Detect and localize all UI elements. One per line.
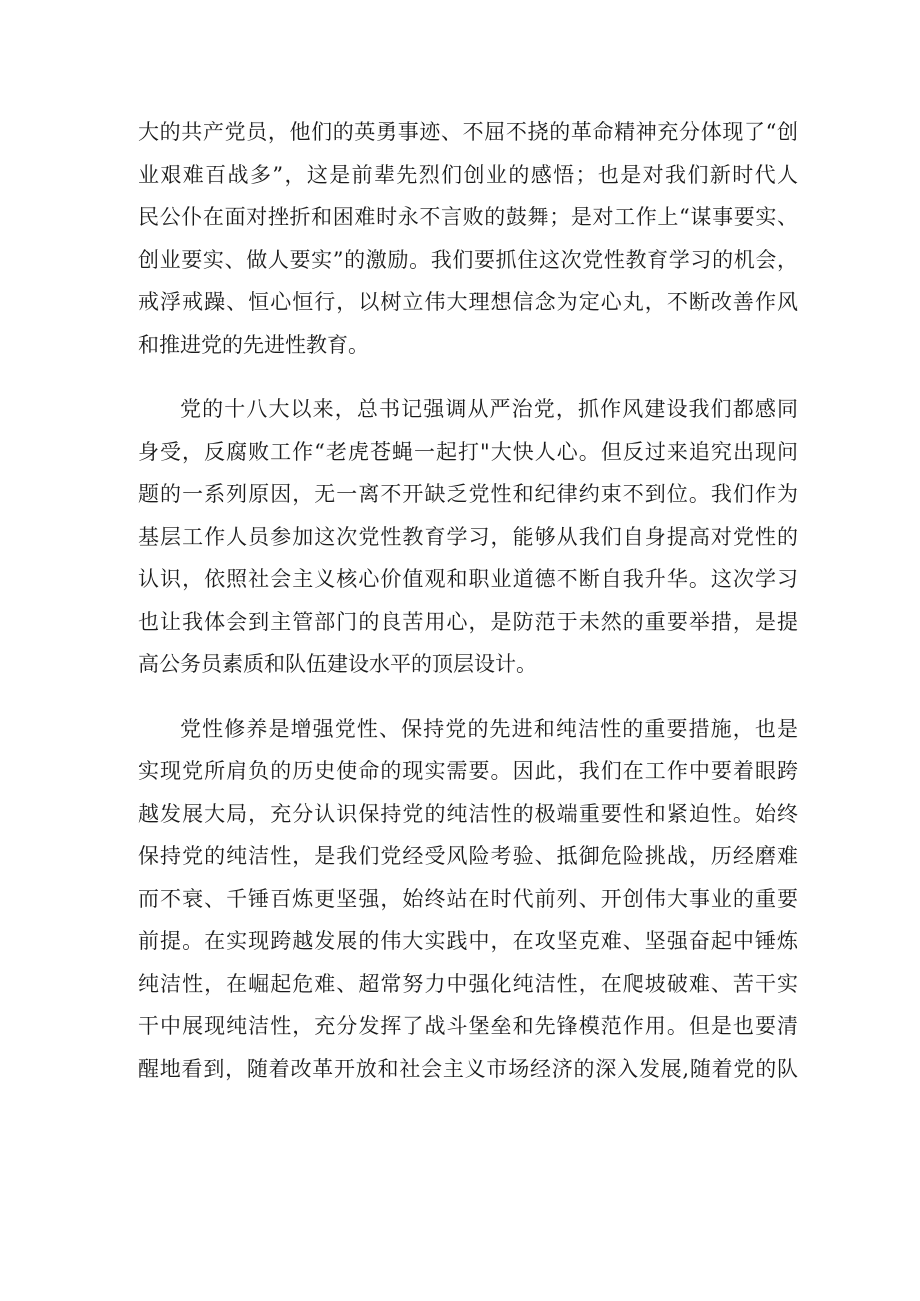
text-line: 保持党的纯洁性，是我们党经受风险考验、抵御危险挑战，历经磨难 <box>138 844 798 868</box>
text-line: 前提。在实现跨越发展的伟大实践中，在攻坚克难、坚强奋起中锤炼 <box>138 929 798 953</box>
text-line: 认识，依照社会主义核心价值观和职业道德不断自我升华。这次学习 <box>138 567 798 591</box>
text-line: 醒地看到，随着改革开放和社会主义市场经济的深入发展,随着党的队 <box>138 1056 798 1081</box>
text-line: 高公务员素质和队伍建设水平的顶层设计。 <box>138 652 537 676</box>
text-line: 题的一系列原因，无一离不开缺乏党性和纪律约束不到位。我们作为 <box>138 482 798 506</box>
text-line: 也让我体会到主管部门的良苦用心，是防范于未然的重要举措，是提 <box>138 609 798 634</box>
text-line: 实现党所肩负的历史使命的现实需要。因此，我们在工作中要着眼跨 <box>138 759 798 783</box>
text-line: 基层工作人员参加这次党性教育学习，能够从我们自身提高对党性的 <box>138 524 798 549</box>
paragraph-3 <box>138 708 798 1091</box>
text-line: 身受，反腐败工作“老虎苍蝇一起打"大快人心。但反过来追究出现问 <box>138 439 798 464</box>
text-line: 创业要实、做人要实”的激励。我们要抓住这次党性教育学习的机会， <box>138 247 798 272</box>
text-line: 民公仆在面对挫折和困难时永不言败的鼓舞；是对工作上“谋事要实、 <box>138 205 798 229</box>
text-line: 戒浮戒躁、恒心恒行，以树立伟大理想信念为定心丸，不断改善作风 <box>138 290 798 314</box>
text-line: 和推进党的先进性教育。 <box>138 332 369 357</box>
paragraph-1 <box>138 111 798 366</box>
document-body <box>138 111 798 1090</box>
text-line: 党的十八大以来，总书记强调从严治党，抓作风建设我们都感同 <box>180 397 798 421</box>
text-line: 党性修养是增强党性、保持党的先进和纯洁性的重要措施，也是 <box>180 716 798 741</box>
paragraph-2 <box>138 388 798 686</box>
text-line: 越发展大局，充分认识保持党的纯洁性的极端重要性和紧迫性。始终 <box>138 801 798 826</box>
text-line: 业艰难百战多”，这是前辈先烈们创业的感悟；也是对我们新时代人 <box>138 162 798 187</box>
paragraph-gap <box>138 686 798 708</box>
text-line: 而不衰、千锤百炼更坚强，始终站在时代前列、开创伟大事业的重要 <box>138 886 798 911</box>
text-line: 大的共产党员，他们的英勇事迹、不屈不挠的革命精神充分体现了“创 <box>138 120 798 144</box>
text-line: 纯洁性，在崛起危难、超常努力中强化纯洁性，在爬坡破难、苦干实 <box>138 971 798 996</box>
text-line: 干中展现纯洁性，充分发挥了战斗堡垒和先锋模范作用。但是也要清 <box>138 1014 798 1038</box>
paragraph-gap <box>138 366 798 388</box>
